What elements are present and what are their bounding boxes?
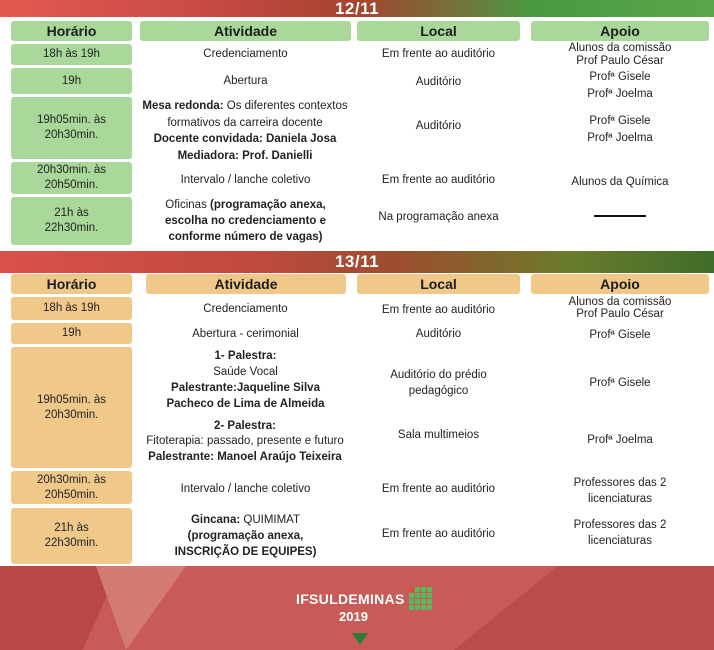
atividade-text: (programação anexa,: [187, 530, 304, 542]
local-cell: [357, 116, 520, 136]
atividade-bold: Mesa redonda:: [142, 100, 224, 112]
table-row: [11, 44, 132, 65]
atividade-text: Credenciamento: [203, 302, 288, 315]
local-text: pedagógico: [408, 385, 469, 397]
atividade-line: [191, 512, 300, 528]
horario-text: 20h50min.: [44, 179, 99, 191]
horario-text: 21h às: [54, 522, 89, 534]
horario-text: 19h05min. às: [36, 393, 107, 406]
apoio-cell: [531, 325, 709, 345]
atividade-text: Abertura - cerimonial: [192, 327, 299, 340]
empty-dash: [594, 215, 646, 217]
local-text: Auditório do prédio: [390, 369, 487, 381]
horario-text: 22h30min.: [44, 222, 99, 234]
day1-header-apoio: Apoio: [531, 21, 709, 41]
apoio-text: Profª Gisele: [589, 115, 651, 127]
local-text: Em frente ao auditório: [381, 173, 496, 186]
local-text: Auditório: [415, 119, 462, 132]
day2-date: 13/11: [334, 252, 380, 271]
down-arrow-icon: [352, 633, 368, 645]
apoio-text: Professores das 2: [573, 519, 667, 531]
palestra1-cell: [140, 347, 351, 413]
atividade-text: Oficinas: [165, 199, 211, 211]
apoio-cell: [531, 206, 709, 226]
apoio-cell: [531, 69, 709, 103]
horario-text: 19h: [61, 327, 82, 339]
local-cell: [357, 366, 520, 400]
table-row: [11, 297, 132, 320]
atividade-text: conforme número de vagas): [168, 231, 323, 243]
atividade-text: escolha no credenciamento e: [164, 215, 327, 227]
atividade-cell: [140, 511, 351, 561]
atividade-line: [165, 197, 325, 213]
institution-logo: [296, 587, 432, 610]
palestra1-speaker: Pacheco de Lima de Almeida: [166, 398, 325, 410]
day2-header-local: Local: [357, 274, 520, 294]
palestra2-title: 2- Palestra:: [213, 419, 276, 432]
local-text: Sala multimeios: [397, 428, 480, 441]
local-text: Em frente ao auditório: [381, 303, 496, 316]
atividade-text: formativos da carreira docente: [167, 116, 323, 129]
apoio-text: licenciaturas: [588, 493, 652, 505]
apoio-text: Alunos da Química: [571, 175, 669, 188]
atividade-text: Os diferentes contextos: [223, 100, 348, 112]
apoio-text: Profª Gisele: [589, 71, 651, 83]
apoio-text: Profª Joelma: [587, 88, 653, 100]
atividade-bold: Gincana:: [190, 514, 241, 526]
apoio-text: licenciaturas: [588, 535, 652, 547]
palestra2-cell: [134, 418, 356, 466]
local-text: Auditório: [415, 75, 462, 88]
table-row: [11, 68, 132, 94]
apoio-cell: [531, 474, 709, 508]
atividade-cell: [140, 44, 351, 65]
logo-grid-icon: [409, 587, 432, 610]
apoio-text: Prof Paulo César: [576, 308, 664, 320]
atividade-text: Intervalo / lanche coletivo: [180, 482, 311, 495]
apoio-text: Profª Joelma: [587, 132, 653, 144]
palestra1-theme: Saúde Vocal: [213, 366, 278, 378]
apoio-cell: [531, 373, 709, 393]
atividade-bold: (programação anexa,: [210, 199, 326, 211]
atividade-cell: [140, 324, 351, 344]
apoio-text: Profª Gisele: [589, 376, 651, 389]
local-text: Em frente ao auditório: [381, 527, 496, 540]
table-row: [11, 471, 132, 504]
local-cell: [357, 170, 520, 190]
palestra2-theme: Fitoterapia: passado, presente e futuro: [146, 435, 344, 448]
local-text: Auditório: [415, 327, 462, 340]
institution-name: IFSULDEMINAS: [296, 590, 405, 607]
palestra1-title: 1- Palestra:: [214, 350, 277, 362]
apoio-cell: [531, 172, 709, 192]
day1-header-horario: Horário: [11, 21, 132, 41]
horario-text: 18h às 19h: [43, 48, 100, 60]
apoio-text: Prof Paulo César: [576, 54, 664, 67]
atividade-text: Mediadora: Prof. Danielli: [177, 149, 313, 162]
apoio-cell: [531, 41, 709, 68]
horario-text: 20h50min.: [44, 488, 99, 501]
table-row: [11, 347, 132, 468]
atividade-cell: [134, 97, 356, 165]
atividade-text: Abertura: [223, 74, 268, 87]
atividade-text: Docente convidada: Daniela Josa: [153, 133, 337, 145]
apoio-text: Profª Joelma: [587, 433, 653, 446]
local-cell: [357, 300, 520, 320]
local-cell: [357, 479, 520, 499]
horario-text: 21h às: [54, 207, 89, 219]
atividade-text: Intervalo / lanche coletivo: [180, 173, 311, 186]
local-cell: [357, 324, 520, 344]
atividade-line: [142, 98, 347, 115]
local-cell: [357, 425, 520, 445]
day2-header-apoio: Apoio: [531, 274, 709, 294]
local-cell: [357, 72, 520, 92]
table-row: [11, 323, 132, 344]
apoio-cell: [531, 113, 709, 147]
atividade-cell: [140, 479, 351, 499]
apoio-text: Alunos da comissão: [568, 296, 672, 308]
day2-date-banner: [0, 251, 714, 273]
apoio-text: Alunos da comissão: [568, 41, 672, 54]
year-label: 2019: [339, 609, 368, 624]
day2-header-atividade: Atividade: [146, 274, 346, 294]
footer-shape: [96, 566, 186, 650]
palestra1-speaker: Palestrante:Jaqueline Silva: [171, 382, 320, 394]
horario-text: 18h às 19h: [43, 302, 100, 314]
atividade-cell: [140, 170, 351, 190]
atividade-text: QUIMIMAT: [240, 514, 301, 526]
table-row: [11, 97, 132, 159]
table-row: [11, 197, 132, 245]
horario-text: 19h: [61, 74, 82, 87]
local-text: Em frente ao auditório: [381, 48, 496, 60]
day1-date: 12/11: [334, 0, 380, 18]
palestra2-speaker: Palestrante: Manoel Araújo Teixeira: [148, 450, 342, 463]
local-cell: [357, 524, 520, 544]
footer-shape: [454, 566, 714, 650]
apoio-cell: [531, 430, 709, 450]
local-cell: [357, 207, 520, 227]
apoio-text: Professores das 2: [573, 477, 667, 489]
local-text: Em frente ao auditório: [381, 482, 496, 495]
horario-text: 19h05min. às: [36, 114, 107, 126]
day1-date-banner: [0, 0, 714, 17]
table-row: [11, 162, 132, 194]
table-row: [11, 508, 132, 564]
horario-text: 20h30min.: [44, 408, 99, 421]
apoio-text: Profª Gisele: [589, 328, 651, 341]
day2-header-horario: Horário: [11, 274, 132, 294]
local-cell: [357, 44, 520, 65]
horario-text: 20h30min.: [44, 129, 99, 141]
day1-header-atividade: Atividade: [140, 21, 351, 41]
horario-text: 22h30min.: [44, 537, 99, 549]
atividade-cell: [140, 68, 351, 94]
day1-header-local: Local: [357, 21, 520, 41]
apoio-cell: [531, 295, 709, 321]
horario-text: 20h30min. às: [36, 473, 107, 486]
horario-text: 20h30min. às: [36, 164, 107, 176]
atividade-cell: [140, 299, 351, 319]
local-text: Na programação anexa: [378, 210, 499, 223]
apoio-cell: [531, 516, 709, 550]
atividade-text: Credenciamento: [203, 48, 288, 60]
atividade-cell: [140, 196, 351, 246]
atividade-text: INSCRIÇÃO DE EQUIPES): [174, 546, 317, 558]
